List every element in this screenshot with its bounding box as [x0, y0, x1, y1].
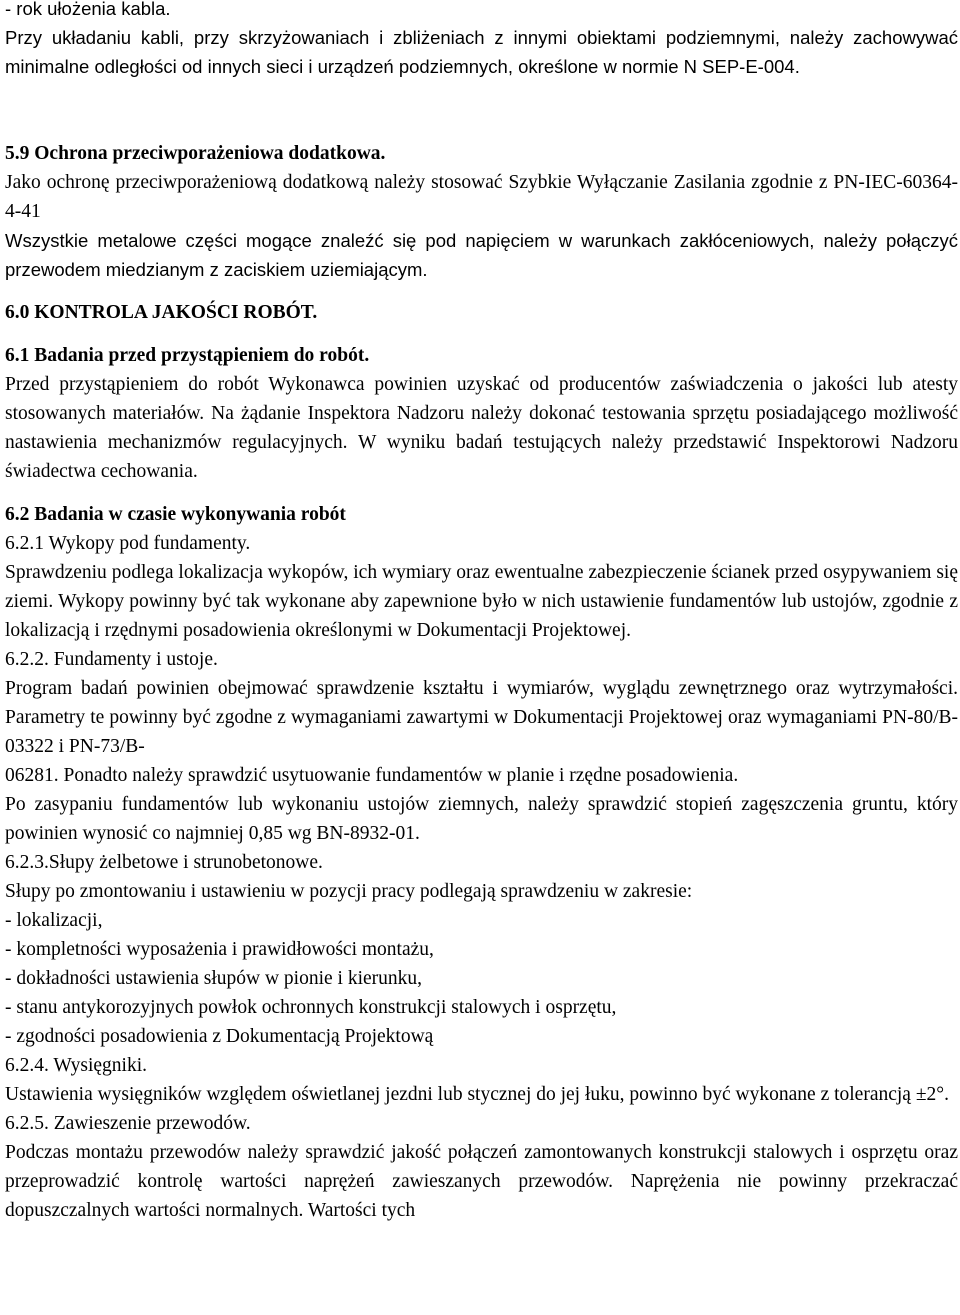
list-item: - lokalizacji, — [5, 910, 103, 931]
paragraph-6-2-1: Sprawdzeniu podlega lokalizacja wykopów, ich wymiary oraz ewentualne zabezpieczenie ścianek przed osypywaniem się ziemi. Wykopy powinny być tak wykonane aby zapewnione było w nich ustawienie fundamentów lub ustojów, zgodnie z lokalizacją i rzędnymi posadowienia określonymi w Dokumentacji Projektowej. — [5, 562, 958, 641]
subheading-6-2-5: 6.2.5. Zawieszenie przewodów. — [5, 1113, 251, 1134]
spacer — [5, 284, 958, 298]
subheading-6-2-4: 6.2.4. Wysięgniki. — [5, 1055, 148, 1076]
paragraph-5-9-ochrona: Jako ochronę przeciwporażeniową dodatkową należy stosować Szybkie Wyłączanie Zasilania zgodnie z PN-IEC-60364-4-41 — [5, 172, 958, 222]
list-line-rok-ulozenia: - rok ułożenia kabla. — [5, 0, 171, 19]
list-item: - zgodności posadowienia z Dokumentacją Projektową — [5, 1026, 434, 1047]
paragraph-6-2-3-intro: Słupy po zmontowaniu i ustawieniu w pozycji pracy podlegają sprawdzeniu w zakresie: — [5, 881, 693, 902]
spacer — [5, 327, 958, 341]
paragraph-6-2-2-program: Program badań powinien obejmować sprawdzenie kształtu i wymiarów, wyglądu zewnętrznego oraz wytrzymałości. Parametry te powinny być zgodne z wymaganiami zawartymi w Dokumentacji Projektowej oraz wymaganiami PN-80/B-03322 i PN-73/B- — [5, 678, 958, 757]
subheading-6-2-2: 6.2.2. Fundamenty i ustoje. — [5, 649, 218, 670]
subheading-6-2-3: 6.2.3.Słupy żelbetowe i strunobetonowe. — [5, 852, 323, 873]
paragraph-6-2-2-ponadto: 06281. Ponadto należy sprawdzić usytuowanie fundamentów w planie i rzędne posadowienia. — [5, 765, 739, 786]
spacer — [5, 110, 958, 139]
document-page — [5, 0, 958, 1225]
spacer — [5, 81, 958, 110]
heading-5-9: 5.9 Ochrona przeciwporażeniowa dodatkowa. — [5, 143, 386, 164]
heading-6-2: 6.2 Badania w czasie wykonywania robót — [5, 504, 346, 525]
subheading-6-2-1: 6.2.1 Wykopy pod fundamenty. — [5, 533, 251, 554]
paragraph-kable-odleglosci: Przy układaniu kabli, przy skrzyżowaniach i zbliżeniach z innymi obiektami podziemnymi, należy zachowywać minimalne odległości od innych sieci i urządzeń podziemnych, określone w normie N SEP-E-004. — [5, 27, 958, 77]
heading-6-0: 6.0 KONTROLA JAKOŚCI ROBÓT. — [5, 302, 318, 323]
paragraph-6-1-badania: Przed przystąpieniem do robót Wykonawca powinien uzyskać od producentów zaświadczenia o jakości lub atesty stosowanych materiałów. Na żądanie Inspektora Nadzoru należy dokonać testowania sprzętu posiadającego możliwość nastawienia mechanizmów regulacyjnych. W wyniku badań testujących należy przedstawić Inspektorowi Nadzoru świadectwa cechowania. — [5, 374, 958, 482]
list-item: - kompletności wyposażenia i prawidłowości montażu, — [5, 939, 434, 960]
list-item: - stanu antykorozyjnych powłok ochronnych konstrukcji stalowych i osprzętu, — [5, 997, 617, 1018]
list-item: - dokładności ustawienia słupów w pionie i kierunku, — [5, 968, 423, 989]
paragraph-6-2-5: Podczas montażu przewodów należy sprawdzić jakość połączeń zamontowanych konstrukcji stalowych i osprzętu oraz przeprowadzić kontrolę wartości naprężeń zawieszanych przewodów. Naprężenia nie powinny przekraczać dopuszczalnych wartości normalnych. Wartości tych — [5, 1142, 958, 1221]
spacer — [5, 486, 958, 500]
heading-6-1: 6.1 Badania przed przystąpieniem do robót. — [5, 345, 370, 366]
paragraph-6-2-2-zasypanie: Po zasypaniu fundamentów lub wykonaniu ustojów ziemnych, należy sprawdzić stopień zagęszczenia gruntu, który powinien wynosić co najmniej 0,85 wg BN-8932-01. — [5, 794, 958, 844]
paragraph-5-9-metalowe: Wszystkie metalowe części mogące znaleźć się pod napięciem w warunkach zakłóceniowych, należy połączyć przewodem miedzianym z zaciskiem uziemiającym. — [5, 230, 958, 280]
paragraph-6-2-4: Ustawienia wysięgników względem oświetlanej jezdni lub stycznej do jej łuku, powinno być wykonane z tolerancją ±2°. — [5, 1084, 949, 1105]
